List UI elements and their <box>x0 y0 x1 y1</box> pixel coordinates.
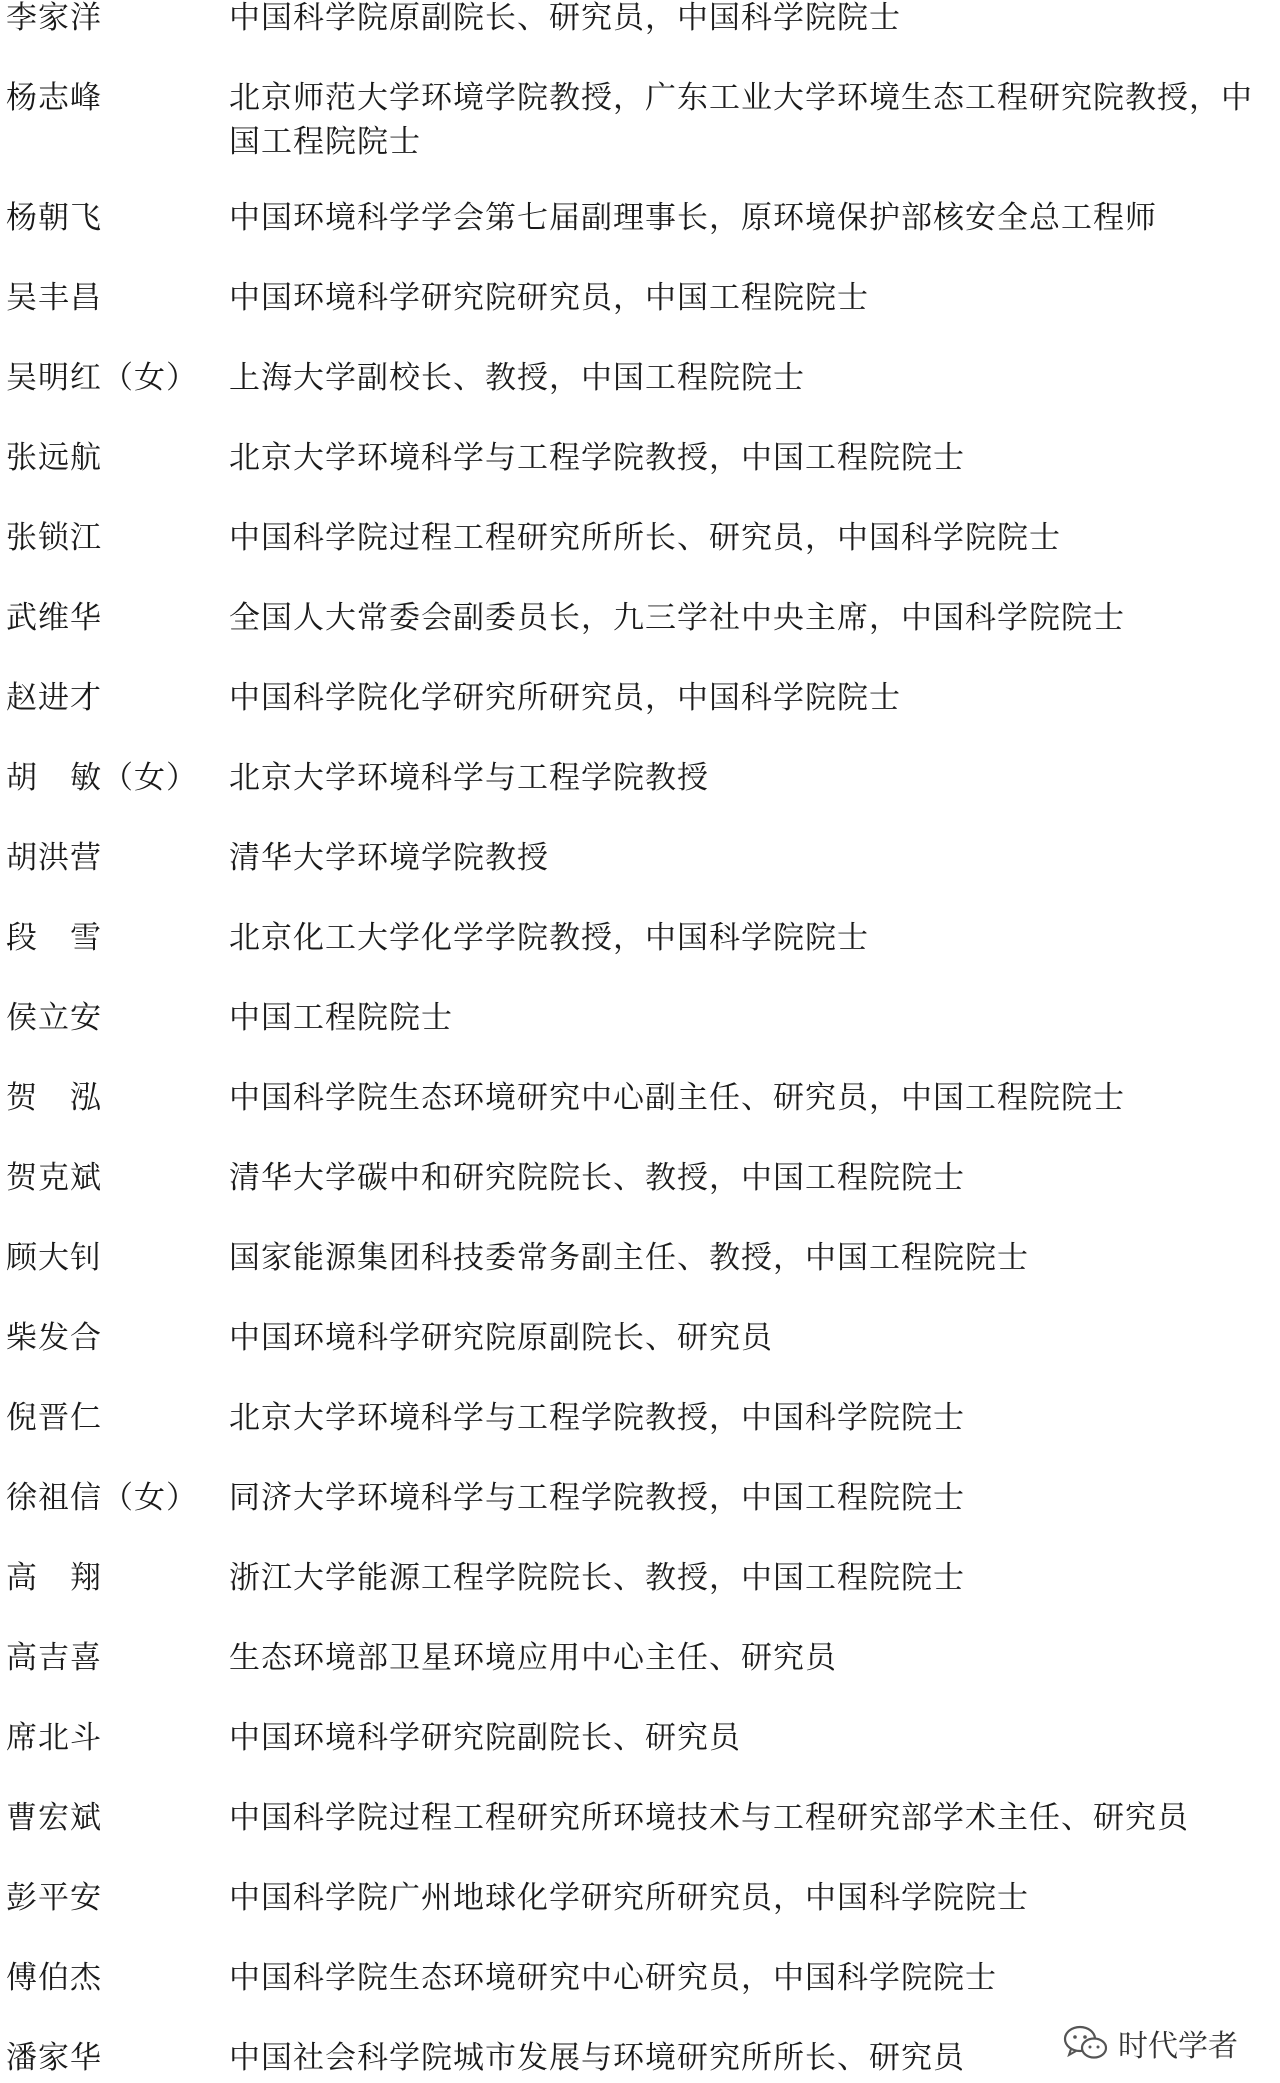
member-title: 浙江大学能源工程学院院长、教授，中国工程院院士 <box>229 1560 965 1596</box>
member-name: 徐祖信（女） <box>6 1480 198 1516</box>
member-name: 贺克斌 <box>6 1160 102 1196</box>
member-name: 潘家华 <box>6 2040 102 2076</box>
watermark <box>1056 2018 1244 2068</box>
member-name: 段 雪 <box>6 920 102 956</box>
member-title: 中国工程院院士 <box>229 1000 453 1036</box>
member-name: 倪晋仁 <box>6 1400 102 1436</box>
watermark-text: 时代学者 <box>1118 2029 1238 2064</box>
member-name: 胡 敏（女） <box>6 760 198 796</box>
member-title: 中国科学院过程工程研究所所长、研究员，中国科学院院士 <box>229 520 1061 556</box>
member-title: 北京大学环境科学与工程学院教授 <box>229 760 709 796</box>
member-name: 吴明红（女） <box>6 360 198 396</box>
member-title: 同济大学环境科学与工程学院教授，中国工程院院士 <box>229 1480 965 1516</box>
member-title: 中国科学院广州地球化学研究所研究员，中国科学院院士 <box>229 1880 1029 1916</box>
member-name: 胡洪营 <box>6 840 102 876</box>
member-title: 北京大学环境科学与工程学院教授，中国工程院院士 <box>229 440 965 476</box>
member-name: 贺 泓 <box>6 1080 102 1116</box>
member-name: 杨朝飞 <box>6 200 102 236</box>
member-name: 傅伯杰 <box>6 1960 102 1996</box>
member-name: 张远航 <box>6 440 102 476</box>
member-title: 国家能源集团科技委常务副主任、教授，中国工程院院士 <box>229 1240 1029 1276</box>
member-name: 杨志峰 <box>6 80 102 116</box>
member-name: 彭平安 <box>6 1880 102 1916</box>
member-name: 顾大钊 <box>6 1240 102 1276</box>
member-name: 张锁江 <box>6 520 102 556</box>
member-title: 清华大学碳中和研究院院长、教授，中国工程院院士 <box>229 1160 965 1196</box>
member-title: 中国环境科学学会第七届副理事长，原环境保护部核安全总工程师 <box>229 200 1157 236</box>
member-title: 中国社会科学院城市发展与环境研究所所长、研究员 <box>229 2040 965 2076</box>
member-name: 席北斗 <box>6 1720 102 1756</box>
member-title: 中国科学院生态环境研究中心研究员，中国科学院院士 <box>229 1960 997 1996</box>
member-title: 中国科学院过程工程研究所环境技术与工程研究部学术主任、研究员 <box>229 1800 1189 1836</box>
member-name: 曹宏斌 <box>6 1800 102 1836</box>
member-title: 清华大学环境学院教授 <box>229 840 549 876</box>
member-title: 中国科学院生态环境研究中心副主任、研究员，中国工程院院士 <box>229 1080 1125 1116</box>
member-title: 中国环境科学研究院研究员，中国工程院院士 <box>229 280 869 316</box>
member-title: 中国科学院化学研究所研究员，中国科学院院士 <box>229 680 901 716</box>
member-name: 吴丰昌 <box>6 280 102 316</box>
member-name: 高吉喜 <box>6 1640 102 1676</box>
member-name: 高 翔 <box>6 1560 102 1596</box>
member-title: 中国环境科学研究院副院长、研究员 <box>229 1720 741 1756</box>
member-name: 柴发合 <box>6 1320 102 1356</box>
member-name: 赵进才 <box>6 680 102 716</box>
member-title: 上海大学副校长、教授，中国工程院院士 <box>229 360 805 396</box>
member-title: 北京大学环境科学与工程学院教授，中国科学院院士 <box>229 1400 965 1436</box>
member-title: 全国人大常委会副委员长，九三学社中央主席，中国科学院院士 <box>229 600 1125 636</box>
wechat-icon <box>1062 2023 1110 2063</box>
member-name: 李家洋 <box>6 0 102 36</box>
member-title: 北京化工大学化学学院教授，中国科学院院士 <box>229 920 869 956</box>
member-title: 中国环境科学研究院原副院长、研究员 <box>229 1320 773 1356</box>
member-title: 北京师范大学环境学院教授，广东工业大学环境生态工程研究院教授，中国工程院院士 <box>229 80 1253 160</box>
member-name: 武维华 <box>6 600 102 636</box>
member-title: 中国科学院原副院长、研究员，中国科学院院士 <box>229 0 901 36</box>
member-name: 侯立安 <box>6 1000 102 1036</box>
member-title: 生态环境部卫星环境应用中心主任、研究员 <box>229 1640 837 1676</box>
